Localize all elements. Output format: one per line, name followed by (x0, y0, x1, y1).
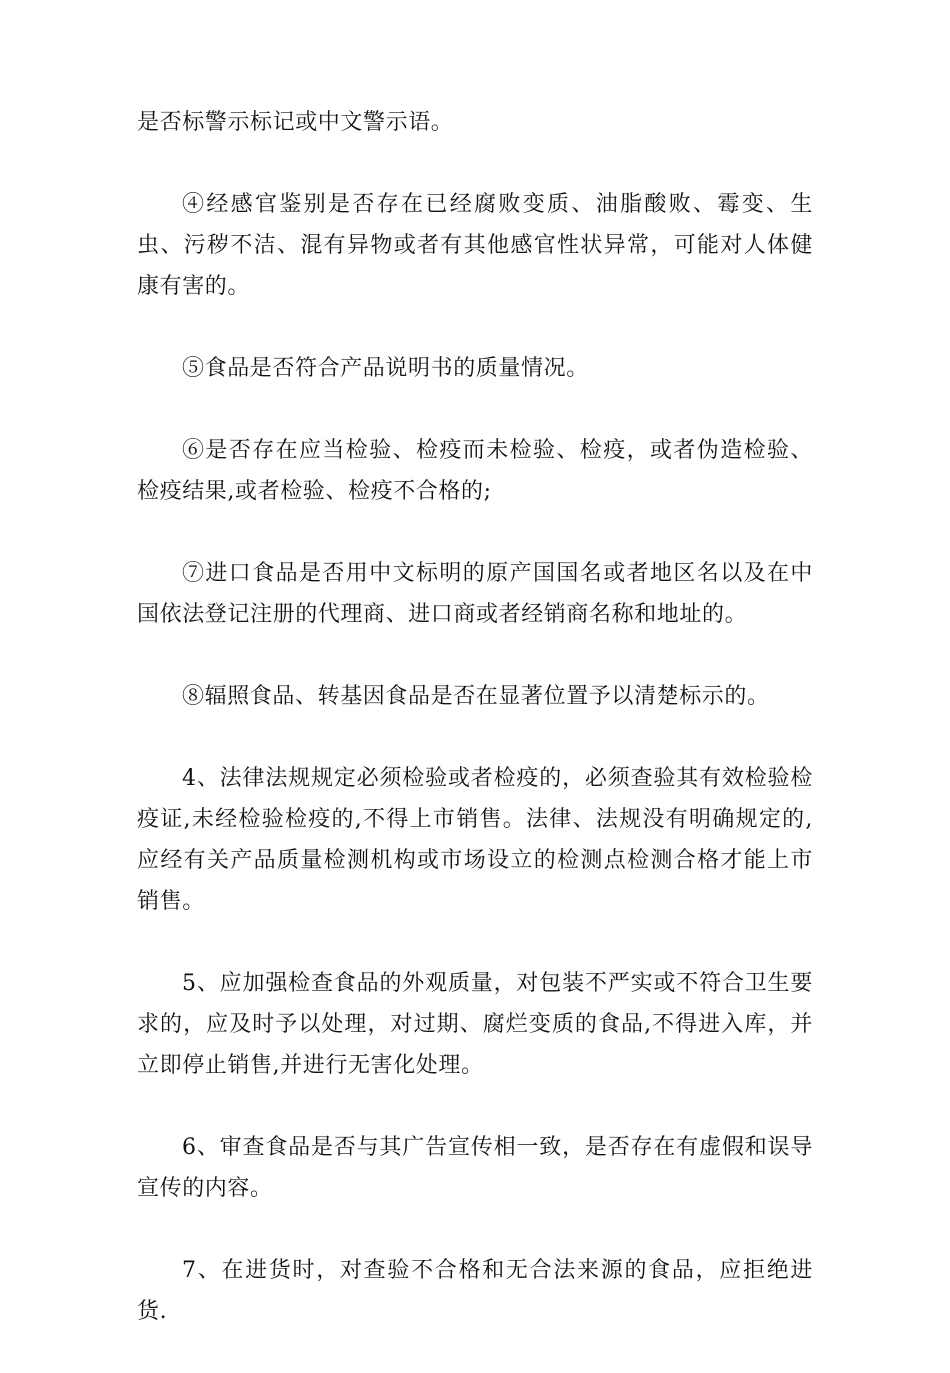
paragraph: ⑦进口食品是否用中文标明的原产国国名或者地区名以及在中国依法登记注册的代理商、进口商或者经销商名称和地址的。 (137, 561, 813, 627)
paragraph: 6、审查食品是否与其广告宣传相一致，是否存在有虚假和误导宣传的内容。 (137, 1135, 813, 1201)
paragraph: ⑤食品是否符合产品说明书的质量情况。 (182, 356, 589, 381)
paragraph: ⑧辐照食品、转基因食品是否在显著位置予以清楚标示的。 (182, 684, 770, 709)
paragraph: 7、在进货时，对查验不合格和无合法来源的食品，应拒绝进货. (137, 1258, 813, 1324)
paragraph: 4、法律法规规定必须检验或者检疫的，必须查验其有效检验检疫证,未经检验检疫的,不得上市销售。法律、法规没有明确规定的,应经有关产品质量检测机构或市场设立的检测点检测合格才能上市销售。 (137, 766, 813, 914)
paragraph: 5、应加强检查食品的外观质量，对包装不严实或不符合卫生要求的，应及时予以处理，对过期、腐烂变质的食品,不得进入库，并立即停止销售,并进行无害化处理。 (137, 971, 813, 1078)
document-body (137, 102, 813, 1373)
paragraph: ⑥是否存在应当检验、检疫而未检验、检疫，或者伪造检验、检疫结果,或者检验、检疫不合格的; (137, 438, 813, 504)
paragraph: 是否标警示标记或中文警示语。 (137, 110, 454, 135)
paragraph: ④经感官鉴别是否存在已经腐败变质、油脂酸败、霉变、生虫、污秽不洁、混有异物或者有其他感官性状异常，可能对人体健康有害的。 (137, 192, 813, 299)
